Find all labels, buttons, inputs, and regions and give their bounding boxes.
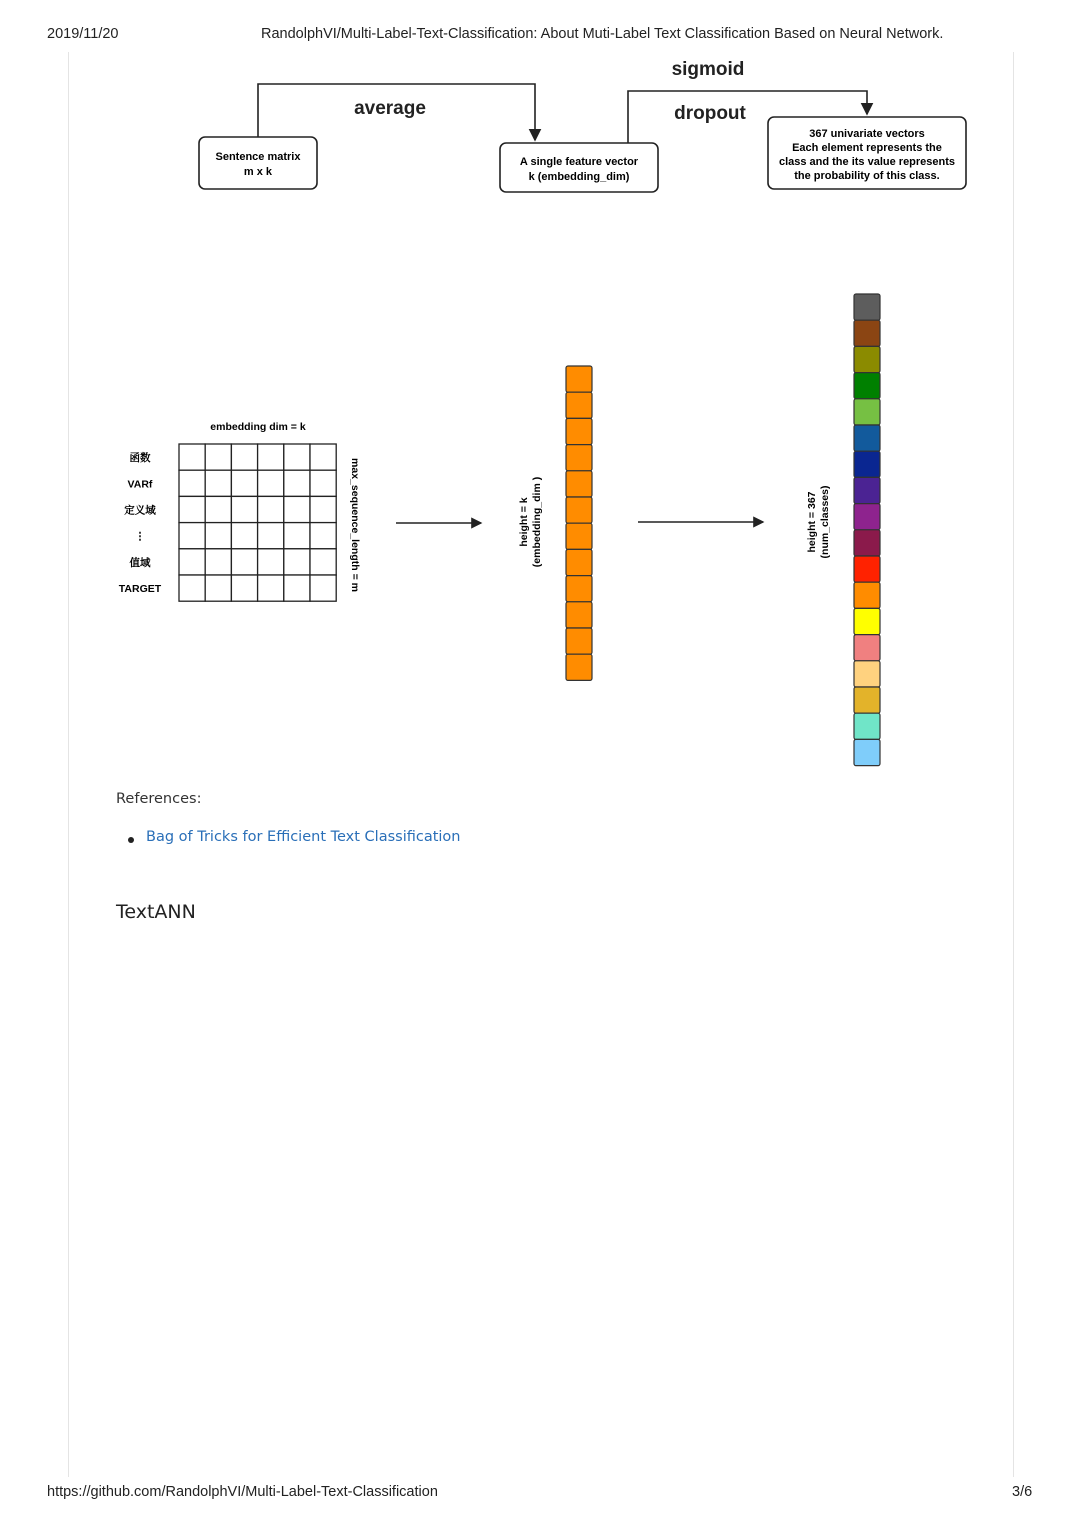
matrix-cell [179,444,205,470]
output-vectors-box [768,117,966,189]
matrix-cell [258,496,284,522]
matrix-cell [179,470,205,496]
matrix-cell [310,549,336,575]
matrix-cell [205,496,231,522]
vector-cell [566,392,592,418]
fasttext-architecture-diagram [0,280,1080,780]
matrix-cell [310,523,336,549]
class-cell [854,530,880,556]
class-cell [854,504,880,530]
row-label: VARf [127,478,153,491]
output-box-line: the probability of this class. [794,170,940,182]
vector-cell [566,497,592,523]
vector-cell [566,549,592,575]
embedding-vector-cells [566,366,592,680]
reference-link[interactable]: Bag of Tricks for Efficient Text Classification [146,829,461,845]
matrix-cell [310,470,336,496]
class-cell [854,582,880,608]
row-label: TARGET [118,583,162,596]
matrix-cell [310,575,336,601]
class-cell [854,399,880,425]
class-cell [854,451,880,477]
vector-cell [566,628,592,654]
matrix-cell [231,444,257,470]
classes-height-label: height = 367 [806,491,818,553]
matrix-cell [231,575,257,601]
vector-cell [566,654,592,680]
output-box-line: 367 univariate vectors [809,128,925,140]
feature-vector-line: A single feature vector [519,156,639,168]
word-row-labels [119,451,162,595]
class-cell [854,713,880,739]
output-box-line: Each element represents the [792,142,942,154]
average-label: average [354,98,426,119]
class-cell [854,477,880,503]
print-page-title: RandolphVI/Multi-Label-Text-Classification: About Muti-Label Text Classification Based on Neural Network. [261,26,944,42]
class-cell [854,320,880,346]
vector-height-label: height = k [518,497,530,547]
matrix-cell [231,549,257,575]
references-heading: References: [116,791,202,807]
matrix-cell [284,444,310,470]
matrix-cell [258,575,284,601]
vector-cell [566,418,592,444]
matrix-cell [205,523,231,549]
row-label: 值域 [129,556,151,569]
class-cell [854,373,880,399]
sentence-matrix-line: Sentence matrix [215,151,301,163]
print-date: 2019/11/20 [47,26,119,42]
matrix-cell [258,470,284,496]
matrix-cell [258,549,284,575]
class-cell [854,687,880,713]
matrix-cell [231,470,257,496]
class-cell [854,635,880,661]
architecture-flow-diagram [0,0,1080,240]
row-label: 定义域 [124,504,156,517]
class-cell [854,739,880,765]
matrix-cell [284,470,310,496]
vector-cell [566,523,592,549]
section-heading-textann: TextANN [116,901,196,923]
list-item [128,829,461,845]
class-cell [854,556,880,582]
classes-height-label: (num_classes) [819,485,831,559]
sigmoid-label: sigmoid [671,59,745,80]
matrix-cell [258,523,284,549]
matrix-cell [231,523,257,549]
matrix-cell [205,444,231,470]
vector-cell [566,602,592,628]
output-box-line: class and the its value represents [778,156,956,168]
matrix-cell [258,444,284,470]
sentence-matrix-grid [179,444,336,601]
max-sequence-length-label: max_sequence_length = m [349,458,361,592]
row-label: 函数 [129,452,151,465]
matrix-cell [310,444,336,470]
feature-vector-box [500,143,658,192]
matrix-cell [205,549,231,575]
row-label: ⋮ [134,530,146,543]
matrix-cell [179,549,205,575]
print-page-number: 3/6 [1012,1484,1033,1500]
vector-cell [566,366,592,392]
print-url: https://github.com/RandolphVI/Multi-Label-Text-Classification [47,1484,438,1500]
matrix-cell [284,549,310,575]
matrix-cell [179,496,205,522]
matrix-cell [310,496,336,522]
feature-vector-line: k (embedding_dim) [528,171,630,183]
vector-height-label: (embedding_dim ) [531,476,543,568]
matrix-cell [231,496,257,522]
sentence-matrix-box [199,137,317,189]
vector-cell [566,576,592,602]
class-output-cells [854,294,880,766]
vector-cell [566,471,592,497]
embedding-dim-label: embedding dim = k [210,421,306,433]
sentence-matrix-line: m x k [243,166,273,178]
matrix-cell [179,575,205,601]
dropout-label: dropout [674,103,746,124]
matrix-cell [284,523,310,549]
references-list [128,829,461,845]
matrix-cell [284,575,310,601]
class-cell [854,608,880,634]
matrix-cell [205,575,231,601]
matrix-cell [205,470,231,496]
matrix-cell [284,496,310,522]
class-cell [854,425,880,451]
matrix-cell [179,523,205,549]
class-cell [854,346,880,372]
vector-cell [566,445,592,471]
class-cell [854,661,880,687]
class-cell [854,294,880,320]
